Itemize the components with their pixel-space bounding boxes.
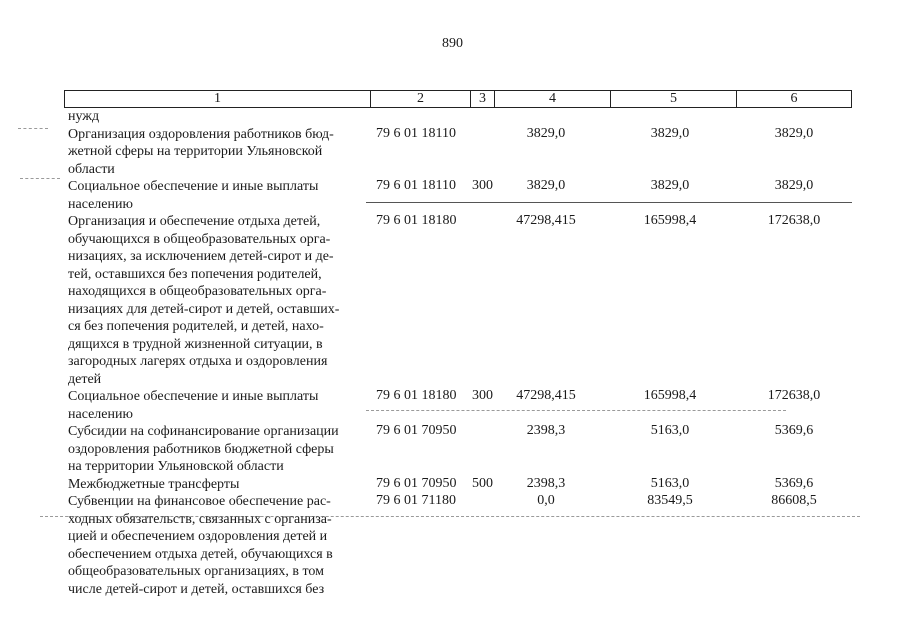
- row-value-col5: 3829,0: [650, 125, 690, 141]
- description-line: обеспечением отдыха детей, обучающихся в: [68, 546, 333, 562]
- row-value-col4: 47298,415: [516, 388, 576, 403]
- row-description: [68, 126, 364, 179]
- row-code: 79 6 01 18180: [376, 213, 457, 228]
- description-line: Межбюджетные трансферты: [68, 476, 240, 492]
- description-line: Субсидии на софинансирование организации: [68, 424, 339, 439]
- table-header: [64, 90, 852, 108]
- description-line: находящихся в общеобразовательных орга-: [68, 284, 327, 299]
- description-line: дящихся в трудной жизненной ситуации, в: [68, 336, 323, 352]
- description-line: обучающихся в общеобразовательных орга-: [68, 231, 331, 247]
- description-line: Организация оздоровления работников бюд-: [68, 126, 334, 142]
- row-value-col4: 2398,3: [526, 475, 566, 491]
- row-value-col5: 5163,0: [650, 475, 690, 491]
- description-line: общеобразовательных организациях, в том: [68, 564, 325, 579]
- description-line: на территории Ульяновской области: [68, 459, 284, 474]
- row-value-col6: 3829,0: [774, 178, 814, 193]
- description-line: Субвенции на финансовое обеспечение рас-: [68, 494, 331, 509]
- row-description: [68, 476, 364, 494]
- row-code: 79 6 01 18110: [376, 178, 456, 193]
- scan-artifact: [366, 202, 852, 203]
- header-col-6: 6: [790, 91, 798, 106]
- row-value-col4: 2398,3: [526, 423, 566, 438]
- row-expense-type: 300: [472, 388, 493, 403]
- row-value-col5: 5163,0: [650, 423, 690, 438]
- row-description: [68, 493, 364, 598]
- row-value-col6: 5369,6: [774, 423, 814, 438]
- row-description: [68, 108, 364, 126]
- row-description: [68, 388, 364, 423]
- row-value-col6: 172638,0: [767, 388, 821, 403]
- description-line: ся без попечения родителей, и детей, нахо-: [68, 319, 324, 334]
- row-code: 79 6 01 70950: [376, 475, 457, 491]
- description-line: детей: [68, 371, 102, 387]
- row-value-col4: 47298,415: [516, 213, 576, 228]
- scan-artifact: [20, 178, 60, 179]
- row-code: 79 6 01 18180: [376, 388, 457, 403]
- description-line: загородных лагерях отдыха и оздоровления: [68, 354, 328, 369]
- row-value-col5: 83549,5: [647, 493, 693, 508]
- description-line: жетной сферы на территории Ульяновской: [68, 144, 323, 159]
- row-value-col4: 3829,0: [526, 125, 566, 141]
- row-code: 79 6 01 71180: [376, 493, 456, 508]
- row-expense-type: 300: [472, 178, 493, 193]
- description-line: населению: [68, 196, 133, 212]
- row-description: [68, 213, 364, 388]
- row-value-col5: 165998,4: [643, 213, 697, 228]
- row-value-col5: 3829,0: [650, 178, 690, 193]
- description-line: Организация и обеспечение отдыха детей,: [68, 214, 321, 229]
- header-col-3: 3: [471, 91, 495, 107]
- description-line: тей, оставшихся без попечения родителей,: [68, 266, 322, 282]
- row-code: 79 6 01 70950: [376, 423, 457, 438]
- row-value-col6: 3829,0: [774, 125, 814, 141]
- page-number: 890: [442, 36, 463, 51]
- row-code: 79 6 01 18110: [376, 125, 456, 141]
- header-col-4: 4: [495, 91, 611, 107]
- description-line: ходных обязательств, связанных с организа-: [68, 511, 332, 527]
- description-line: области: [68, 161, 115, 177]
- description-line: Социальное обеспечение и иные выплаты: [68, 389, 319, 404]
- row-value-col6: 5369,6: [774, 475, 814, 491]
- row-description: [68, 178, 364, 213]
- header-col-5: 5: [611, 91, 737, 107]
- scan-artifact: [18, 128, 48, 129]
- row-value-col4: 3829,0: [526, 178, 566, 193]
- row-value-col4: 0,0: [537, 493, 555, 508]
- row-value-col6: 86608,5: [771, 493, 817, 508]
- row-expense-type: 500: [472, 475, 493, 491]
- description-line: Социальное обеспечение и иные выплаты: [68, 179, 319, 194]
- description-line: низациях для детей-сирот и детей, оставших-: [68, 301, 340, 317]
- header-col-2: 2: [371, 91, 471, 107]
- description-line: нужд: [68, 109, 100, 124]
- description-line: населению: [68, 406, 133, 422]
- description-line: числе детей-сирот и детей, оставшихся без: [68, 581, 325, 597]
- description-line: оздоровления работников бюджетной сферы: [68, 441, 334, 457]
- row-value-col5: 165998,4: [643, 388, 697, 403]
- row-description: [68, 423, 364, 476]
- description-line: низациях, за исключением детей-сирот и де-: [68, 249, 334, 264]
- description-line: цией и обеспечением оздоровления детей и: [68, 529, 328, 544]
- header-col-1: 1: [65, 91, 371, 107]
- row-value-col6: 172638,0: [767, 213, 821, 228]
- scan-artifact: [366, 410, 786, 411]
